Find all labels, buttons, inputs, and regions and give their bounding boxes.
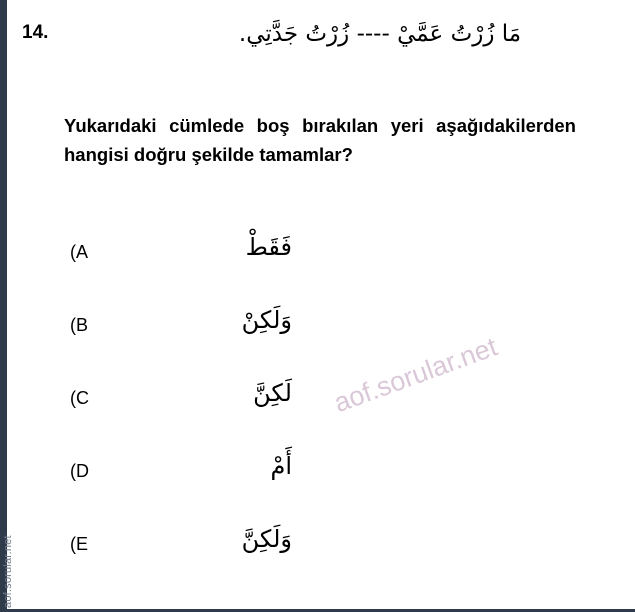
option-a[interactable] bbox=[64, 226, 584, 299]
option-b-letter: B) bbox=[70, 315, 89, 335]
option-c-text: لَكِنَّ bbox=[253, 379, 292, 407]
answer-options-list bbox=[64, 226, 584, 591]
arabic-stem-sentence: مَا زُرْتُ عَمَّيْ ---- زُرْتُ جَدَّتِي. bbox=[238, 21, 522, 47]
option-d-letter: D) bbox=[70, 461, 89, 481]
option-e-text: وَلَكِنَّ bbox=[241, 525, 292, 553]
option-c-letter: C) bbox=[70, 388, 89, 408]
page-watermark: aof.sorular.net bbox=[330, 331, 502, 419]
option-c[interactable] bbox=[64, 372, 584, 445]
option-e-letter: E) bbox=[70, 534, 89, 554]
option-e[interactable] bbox=[64, 518, 584, 591]
option-a-letter: A) bbox=[70, 242, 89, 262]
question-number: 14. bbox=[22, 22, 49, 43]
option-b[interactable] bbox=[64, 299, 584, 372]
option-a-text: فَقَطْ bbox=[245, 233, 292, 261]
question-prompt-text: Yukarıdaki cümlede boş bırakılan yeri aşağıdakilerden hangisi doğru şekilde tamamlar? bbox=[64, 115, 576, 165]
option-d[interactable] bbox=[64, 445, 584, 518]
option-b-text: وَلَكِنْ bbox=[241, 306, 292, 334]
option-d-text: أَمْ bbox=[270, 452, 292, 480]
side-watermark: aof.sorular.net bbox=[2, 535, 14, 608]
